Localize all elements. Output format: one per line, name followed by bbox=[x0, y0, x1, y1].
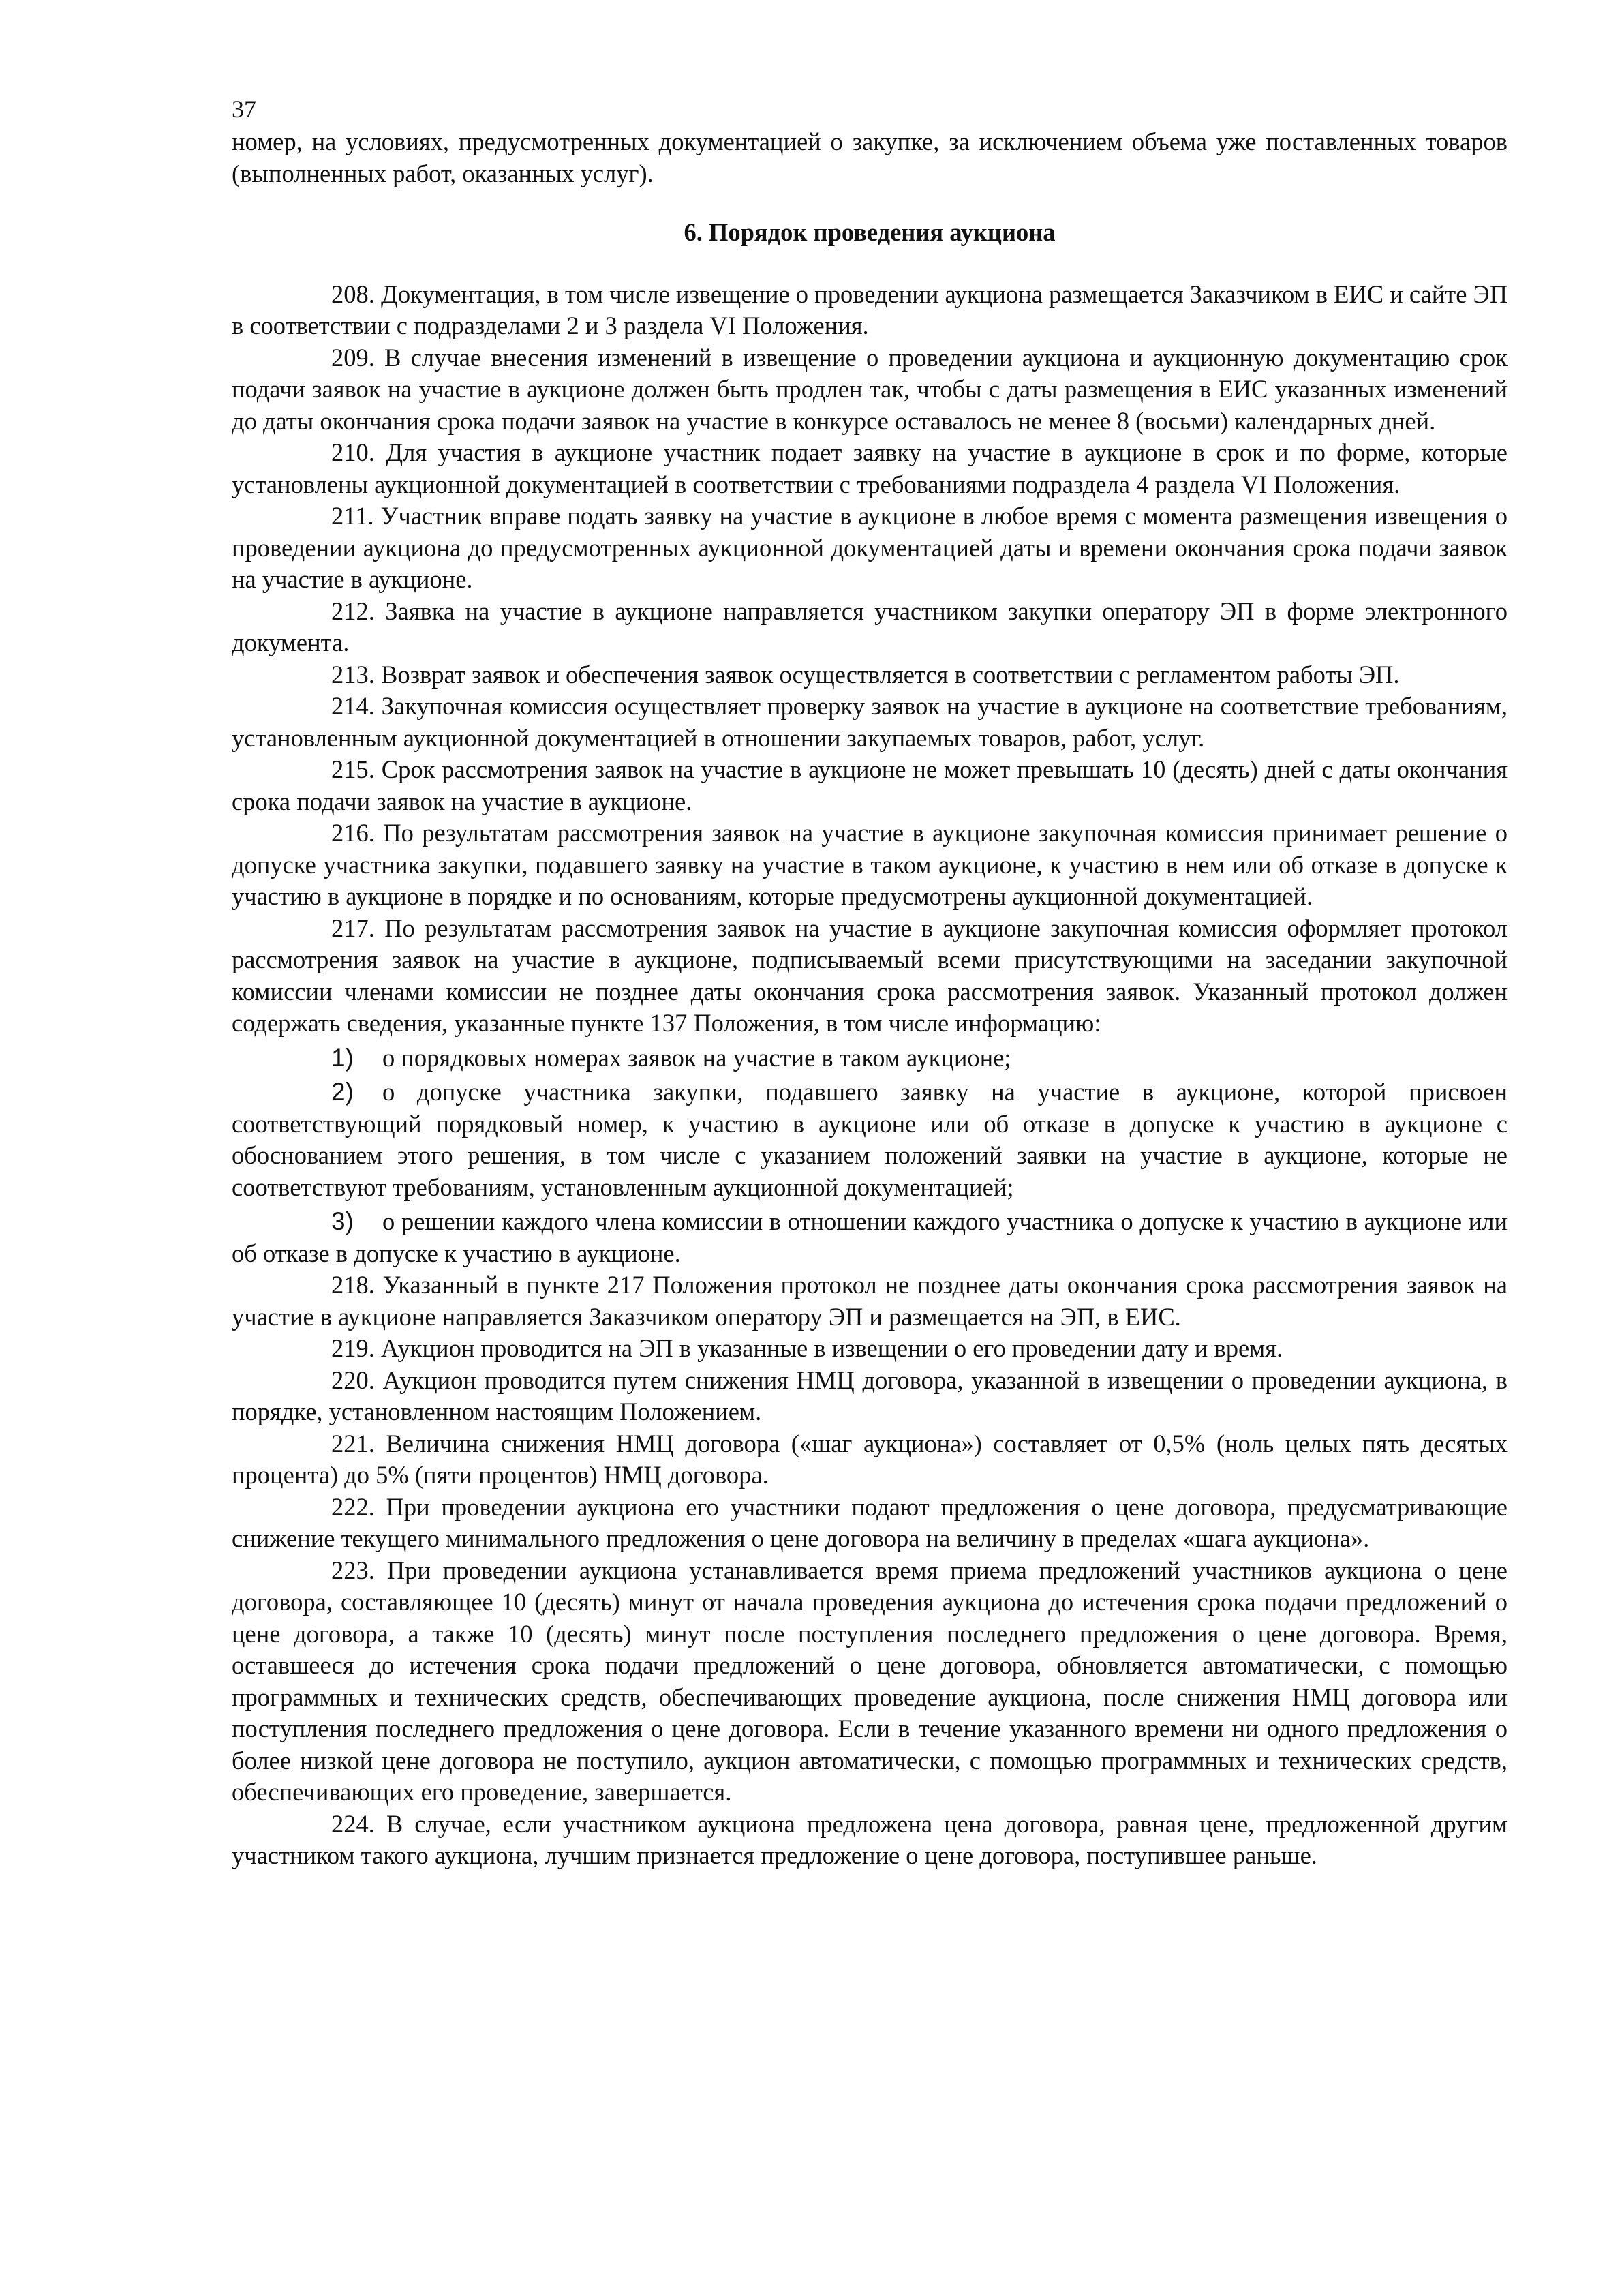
paragraph-208: 208. Документация, в том числе извещение о проведении аукциона размещается Заказчиком в ЕИС и сайте ЭП в соответствии с подразделами 2 и 3 раздела VI Положения. bbox=[232, 280, 1508, 339]
paragraph-216: 216. По результатам рассмотрения заявок на участие в аукционе закупочная комиссия принимает решение о допуске участника закупки, подавшего заявку на участие в таком аукционе, к участию в нем или об отказе в допуске к участию в аукционе в порядке и по основаниям, которые предусмотрены аукционной документацией. bbox=[232, 819, 1508, 910]
document-body bbox=[232, 126, 1508, 1872]
page-number: 37 bbox=[232, 95, 256, 123]
paragraph-224: 224. В случае, если участником аукциона предложена цена договора, равная цене, предложенной другим участником такого аукциона, лучшим признается предложение о цене договора, поступившее раньше. bbox=[232, 1809, 1508, 1869]
list-item-number: 1) bbox=[331, 1043, 354, 1072]
paragraph-222: 222. При проведении аукциона его участники подают предложения о цене договора, предусматривающие снижение текущего минимального предложения о цене договора на величину в пределах «шага аукциона». bbox=[232, 1492, 1508, 1552]
paragraph-214: 214. Закупочная комиссия осуществляет проверку заявок на участие в аукционе на соответствие требованиям, установленным аукционной документацией в отношении закупаемых товаров, работ, услуг. bbox=[232, 692, 1508, 752]
list-item-number: 3) bbox=[331, 1207, 354, 1235]
list-item-2 bbox=[232, 1076, 1508, 1203]
paragraph-218: 218. Указанный в пункте 217 Положения протокол не позднее даты окончания срока рассмотрения заявок на участие в аукционе направляется Заказчиком оператору ЭП и размещается на ЭП, в ЕИС. bbox=[232, 1271, 1508, 1331]
list-item-3 bbox=[232, 1206, 1508, 1269]
paragraph-217: 217. По результатам рассмотрения заявок на участие в аукционе закупочная комиссия оформляет протокол рассмотрения заявок на участие в аукционе, подписываемый всеми присутствующими на заседании закупочной комиссии членами комиссии не позднее даты окончания срока рассмотрения заявок. Указанный протокол должен содержать сведения, указанные пункте 137 Положения, в том числе информацию: bbox=[232, 913, 1508, 1037]
intro-paragraph: номер, на условиях, предусмотренных документацией о закупке, за исключением объема уже поставленных товаров (выполненных работ, оказанных услуг). bbox=[232, 127, 1508, 187]
list-item-text: о порядковых номерах заявок на участие в таком аукционе; bbox=[382, 1043, 1011, 1072]
section-heading: 6. Порядок проведения аукциона bbox=[684, 218, 1056, 246]
paragraph-221: 221. Величина снижения НМЦ договора («шаг аукциона») составляет от 0,5% (ноль целых пять десятых процента) до 5% (пяти процентов) НМЦ договора. bbox=[232, 1429, 1508, 1489]
list-item-text: о решении каждого члена комиссии в отношении каждого участника о допуске к участию в аукционе или об отказе в допуске к участию в аукционе. bbox=[232, 1207, 1508, 1267]
paragraph-212: 212. Заявка на участие в аукционе направляется участником закупки оператору ЭП в форме электронного документа. bbox=[232, 596, 1508, 656]
paragraph-223: 223. При проведении аукциона устанавливается время приема предложений участников аукциона о цене договора, составляющее 10 (десять) минут от начала проведения аукциона до истечения срока подачи предложений о цене договора, а также 10 (десять) минут после поступления последнего предложения о цене договора. Время, оставшееся до истечения срока подачи предложений о цене договора, обновляется автоматически, с помощью программных и технических средств, обеспечивающих проведение аукциона, после снижения НМЦ договора или поступления последнего предложения о цене договора. Если в течение указанного времени ни одного предложения о более низкой цене договора не поступило, аукцион автоматически, с помощью программных и технических средств, обеспечивающих его проведение, завершается. bbox=[232, 1556, 1508, 1806]
paragraph-220: 220. Аукцион проводится путем снижения НМЦ договора, указанной в извещении о проведении аукциона, в порядке, установленном настоящим Положением. bbox=[232, 1365, 1508, 1425]
paragraph-215: 215. Срок рассмотрения заявок на участие в аукционе не может превышать 10 (десять) дней с даты окончания срока подачи заявок на участие в аукционе. bbox=[232, 755, 1508, 815]
paragraph-213: 213. Возврат заявок и обеспечения заявок осуществляется в соответствии с регламентом работы ЭП. bbox=[331, 660, 1400, 689]
paragraph-210: 210. Для участия в аукционе участник подает заявку на участие в аукционе в срок и по форме, которые установлены аукционной документацией в соответствии с требованиями подраздела 4 раздела VI Положения. bbox=[232, 438, 1508, 498]
list-item-1 bbox=[232, 1042, 1508, 1074]
paragraph-209: 209. В случае внесения изменений в извещение о проведении аукциона и аукционную документацию срок подачи заявок на участие в аукционе должен быть продлен так, чтобы с даты размещения в ЕИС указанных изменений до даты окончания срока подачи заявок на участие в конкурсе оставалось не менее 8 (восьми) календарных дней. bbox=[232, 343, 1508, 435]
paragraph-219: 219. Аукцион проводится на ЭП в указанные в извещении о его проведении дату и время. bbox=[331, 1334, 1283, 1362]
list-item-text: о допуске участника закупки, подавшего заявку на участие в аукционе, которой присвоен соответствующий порядковый номер, к участию в аукционе или об отказе в допуске к участию в аукционе с обоснованием этого решения, в том числе с указанием положений заявки на участие в аукционе, которые не соответствуют требованиям, установленным аукционной документацией; bbox=[232, 1078, 1508, 1201]
list-item-number: 2) bbox=[331, 1078, 354, 1106]
paragraph-211: 211. Участник вправе подать заявку на участие в аукционе в любое время с момента размещения извещения о проведении аукциона до предусмотренных аукционной документацией даты и времени окончания срока подачи заявок на участие в аукционе. bbox=[232, 502, 1508, 593]
